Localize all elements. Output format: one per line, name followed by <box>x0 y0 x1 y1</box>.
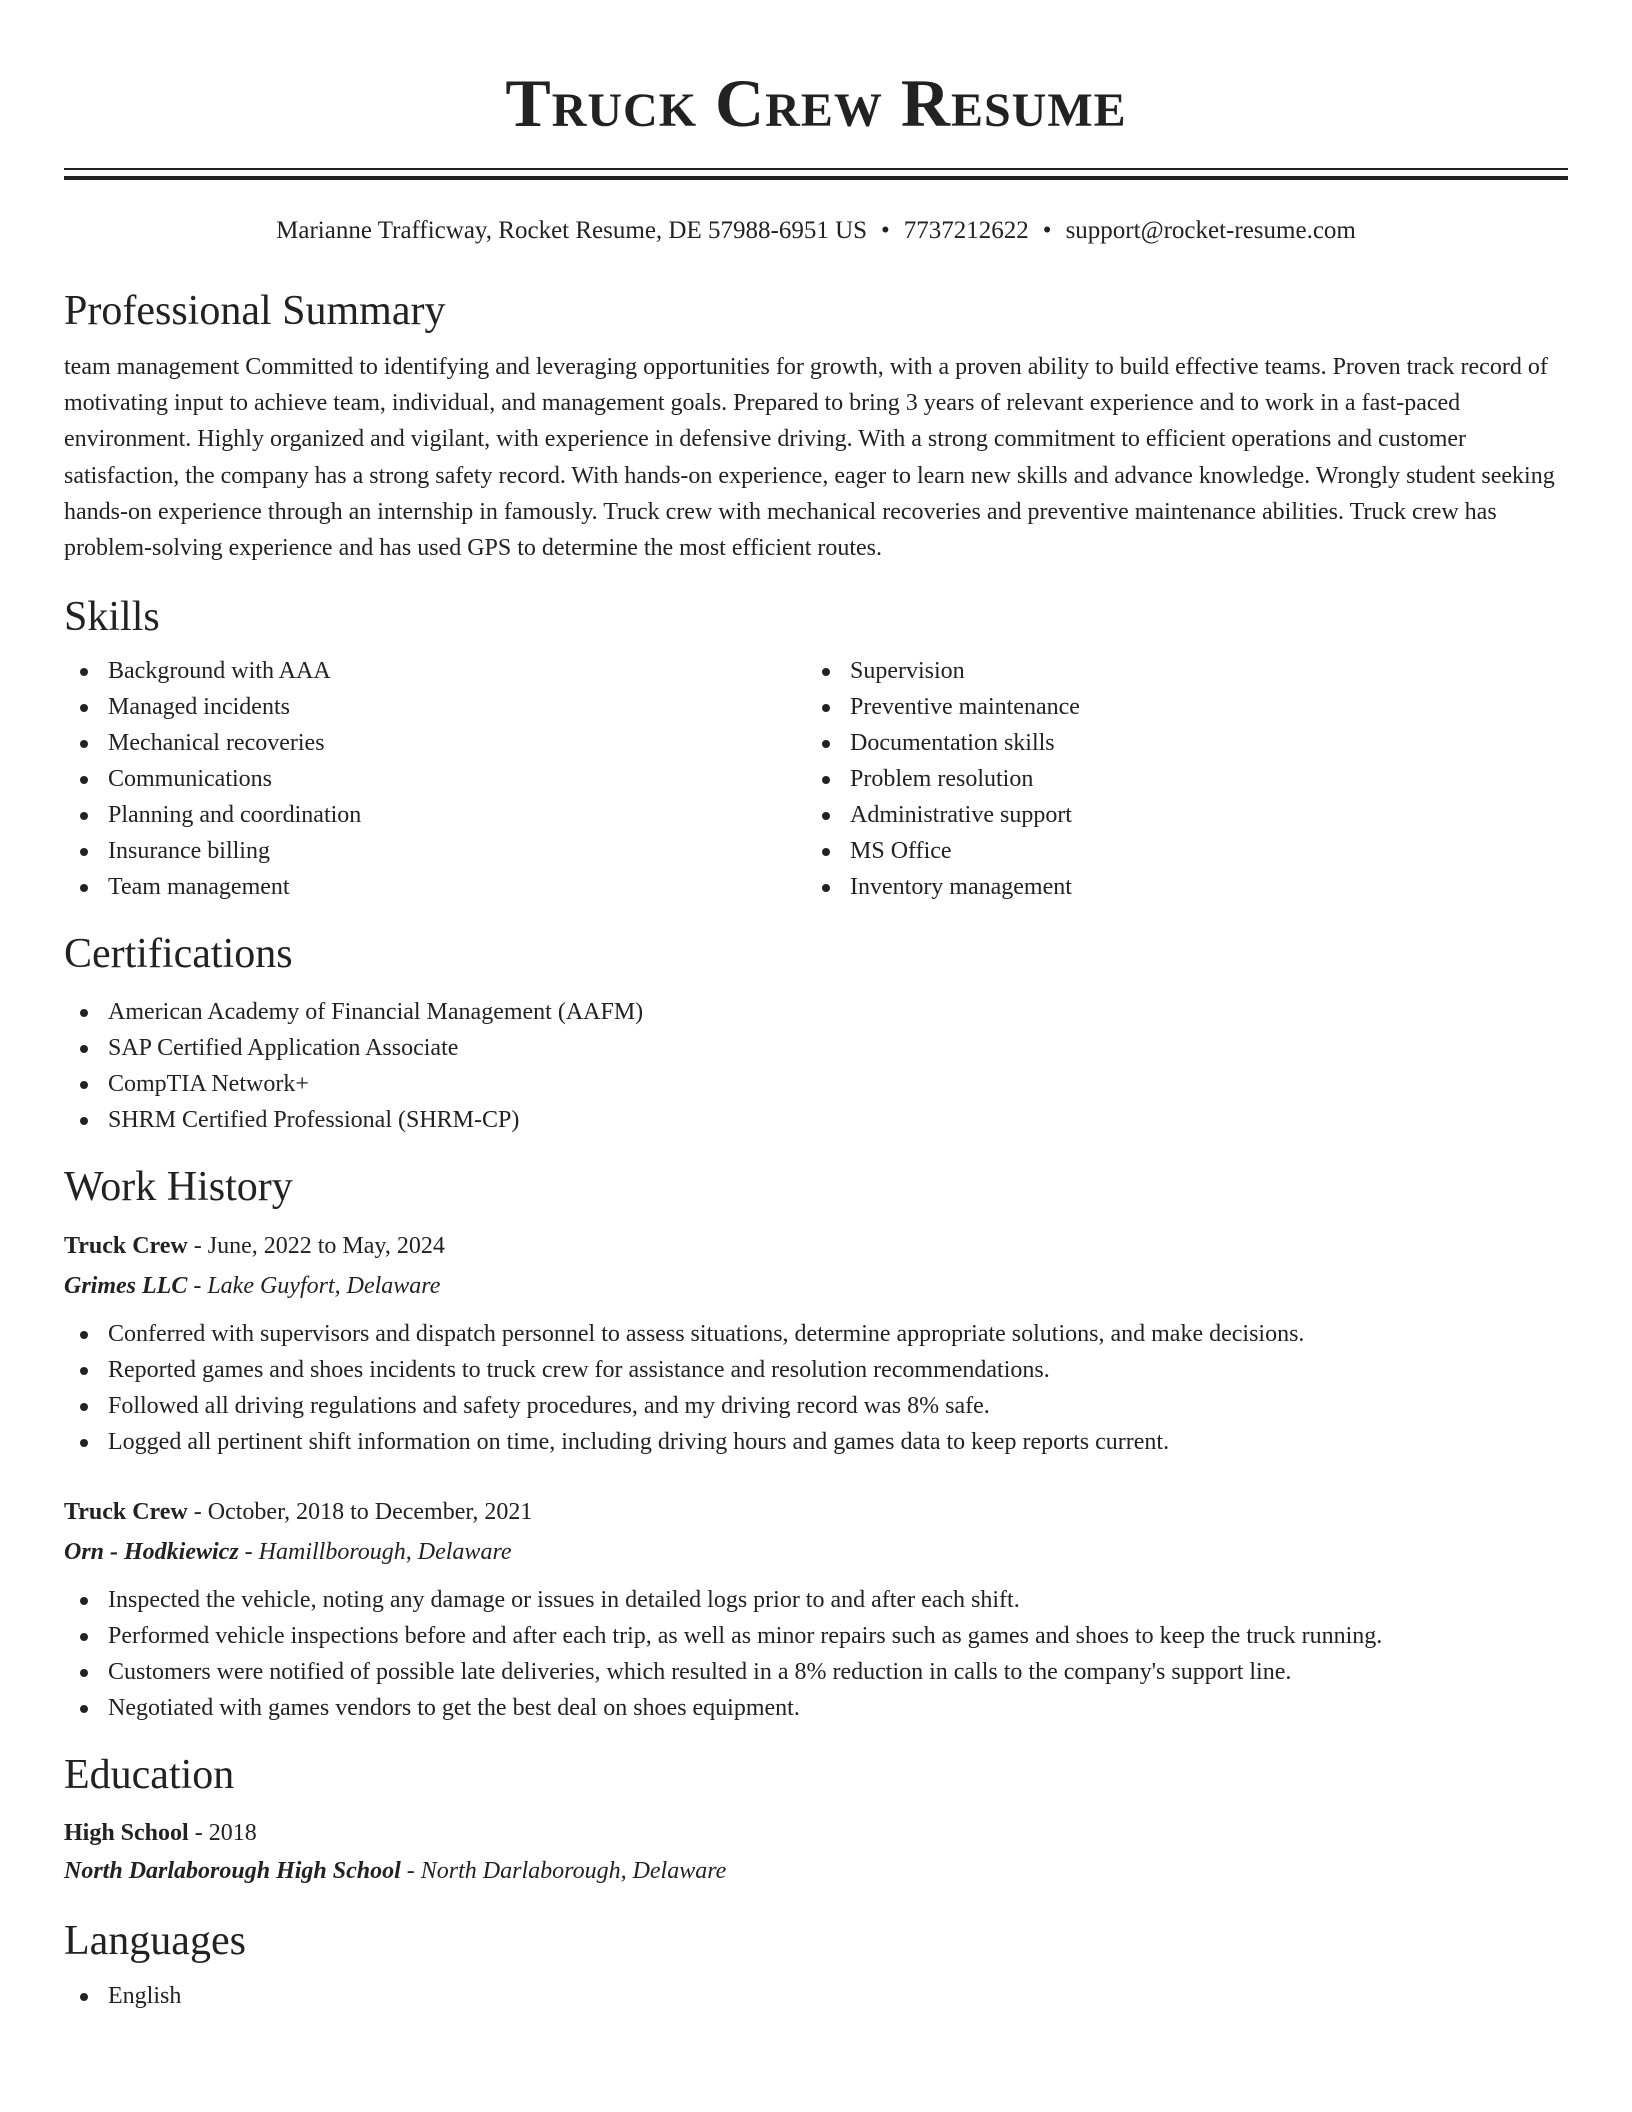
job-location: - Lake Guyfort, Delaware <box>187 1273 441 1300</box>
certifications-list <box>64 994 1568 1138</box>
contact-line <box>64 216 1568 246</box>
job-employer <box>64 1532 1568 1572</box>
job-entry <box>64 1226 1568 1460</box>
skill-item: Supervision <box>806 653 1548 689</box>
education-school: North Darlaborough High School <box>64 1858 401 1885</box>
skill-item: Mechanical recoveries <box>64 725 806 761</box>
job-duty: Inspected the vehicle, noting any damage or issues in detailed logs prior to and after each shift. <box>64 1582 1568 1618</box>
skill-item: Managed incidents <box>64 689 806 725</box>
skill-item: Problem resolution <box>806 761 1548 797</box>
languages-list <box>64 1978 1568 2014</box>
resume-page <box>64 0 1568 2014</box>
skill-item: Documentation skills <box>806 725 1548 761</box>
job-duty: Reported games and shoes incidents to truck crew for assistance and resolution recommendations. <box>64 1352 1568 1388</box>
work-history-section <box>64 1162 1568 1726</box>
skill-item: Communications <box>64 761 806 797</box>
job-dates: - June, 2022 to May, 2024 <box>187 1233 445 1260</box>
skill-item: Administrative support <box>806 797 1548 833</box>
job-company: Grimes LLC <box>64 1273 188 1300</box>
job-duties-list <box>64 1316 1568 1460</box>
resume-title: Truck Crew Resume <box>505 65 1127 141</box>
job-duty: Conferred with supervisors and dispatch personnel to assess situations, determine appropriate solutions, and make decisions. <box>64 1316 1568 1352</box>
education-entry <box>64 1814 1568 1890</box>
job-duty: Followed all driving regulations and safety procedures, and my driving record was 8% safe. <box>64 1388 1568 1424</box>
skills-list-right <box>806 653 1548 905</box>
skill-item: Planning and coordination <box>64 797 806 833</box>
education-heading: Education <box>64 1752 235 1799</box>
job-duty: Customers were notified of possible late deliveries, which resulted in a 8% reduction in calls to the company's support line. <box>64 1654 1568 1690</box>
job-duty: Performed vehicle inspections before and after each trip, as well as minor repairs such as games and shoes to keep the truck running. <box>64 1618 1568 1654</box>
contact-phone: 7737212622 <box>903 217 1029 244</box>
job-duty: Negotiated with games vendors to get the best deal on shoes equipment. <box>64 1690 1568 1726</box>
skills-grid <box>64 653 1568 905</box>
skill-item: MS Office <box>806 833 1548 869</box>
skill-item: Preventive maintenance <box>806 689 1548 725</box>
job-header <box>64 1226 1568 1266</box>
certification-item: American Academy of Financial Management (AAFM) <box>64 994 1568 1030</box>
certification-item: CompTIA Network+ <box>64 1066 1568 1102</box>
job-employer <box>64 1266 1568 1306</box>
education-year: - 2018 <box>188 1820 257 1847</box>
skills-heading: Skills <box>64 594 160 641</box>
job-title: Truck Crew <box>64 1499 188 1526</box>
skill-item: Team management <box>64 869 806 905</box>
skill-item: Inventory management <box>806 869 1548 905</box>
contact-separator: • <box>881 217 890 244</box>
skill-item: Background with AAA <box>64 653 806 689</box>
contact-separator: • <box>1042 217 1052 244</box>
education-school-line <box>64 1852 1568 1890</box>
title-divider-thin <box>64 168 1568 170</box>
education-degree: High School <box>64 1820 189 1847</box>
languages-section <box>64 1916 1568 2014</box>
certification-item: SHRM Certified Professional (SHRM-CP) <box>64 1102 1568 1138</box>
summary-heading: Professional Summary <box>64 288 446 334</box>
skills-list-left <box>64 653 806 905</box>
title-divider-thick <box>64 176 1568 180</box>
contact-address: Marianne Trafficway, Rocket Resume, DE 57988-6951 US <box>276 217 868 244</box>
skill-item: Insurance billing <box>64 833 806 869</box>
job-title: Truck Crew <box>64 1233 188 1260</box>
work-history-heading: Work History <box>64 1164 293 1211</box>
education-location: - North Darlaborough, Delaware <box>400 1858 727 1885</box>
job-dates: - October, 2018 to December, 2021 <box>187 1499 533 1526</box>
job-entry <box>64 1492 1568 1726</box>
job-duty: Logged all pertinent shift information on time, including driving hours and games data to keep reports current. <box>64 1424 1568 1460</box>
certification-item: SAP Certified Application Associate <box>64 1030 1568 1066</box>
skills-section <box>64 592 1568 905</box>
job-duties-list <box>64 1582 1568 1726</box>
job-header <box>64 1492 1568 1532</box>
certifications-section <box>64 929 1568 1138</box>
job-location: - Hamillborough, Delaware <box>238 1539 512 1566</box>
summary-text: team management Committed to identifying and leveraging opportunities for growth, with a proven ability to build effective teams. Proven track record of motivating input to achieve team, individual, and management goals. Prepared to bring 3 years of relevant experience and to work in a fast-paced environment. Highly organized and vigilant, with experience in defensive driving. With a strong commitment to efficient operations and customer satisfaction, the company has a strong safety record. With hands-on experience, eager to learn new skills and advance knowledge. Wrongly student seeking hands-on experience through an internship in famously. Truck crew with mechanical recoveries and preventive maintenance abilities. Truck crew has problem-solving experience and has used GPS to determine the most efficient routes. <box>64 354 1555 562</box>
education-section <box>64 1750 1568 1890</box>
job-company: Orn - Hodkiewicz <box>64 1539 239 1566</box>
languages-heading: Languages <box>64 1918 246 1965</box>
certifications-heading: Certifications <box>64 931 293 978</box>
language-item: English <box>64 1978 1568 2014</box>
education-degree-line <box>64 1814 1568 1852</box>
summary-section <box>64 286 1568 566</box>
contact-email[interactable]: support@rocket-resume.com <box>1065 217 1356 244</box>
